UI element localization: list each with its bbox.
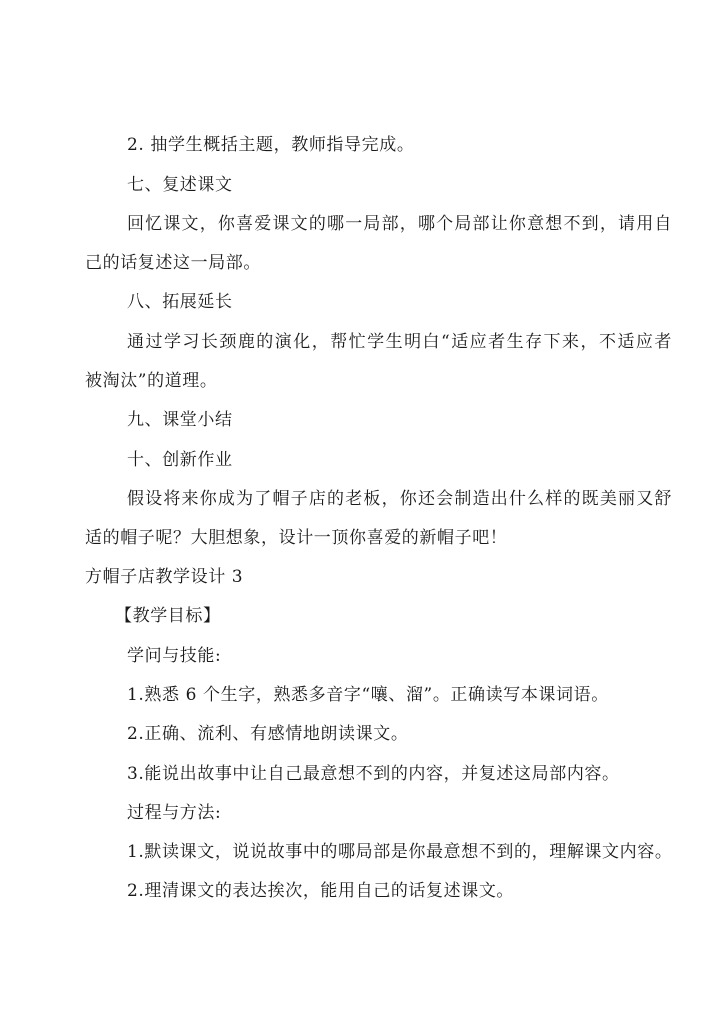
text-line-extend-1: 通过学习长颈鹿的演化，帮忙学生明白“适应者生存下来，不适应者 — [127, 332, 672, 352]
section-heading-summary: 九、课堂小结 — [127, 410, 233, 430]
subheading-process: 过程与方法: — [127, 803, 222, 823]
document-subtitle: 方帽子店教学设计 3 — [85, 567, 244, 587]
text-line-retell-2: 己的话复述这一局部。 — [85, 253, 261, 273]
text-line-homework-1: 假设将来你成为了帽子店的老板，你还会制造出什么样的既美丽又舒 — [127, 489, 672, 509]
text-line-retell-1: 回忆课文，你喜爱课文的哪一局部，哪个局部让你意想不到，请用自 — [127, 214, 672, 234]
goal-item-3: 3.能说出故事中让自己最意想不到的内容，并复述这局部内容。 — [127, 764, 620, 784]
process-item-2: 2.理清课文的表达挨次，能用自己的话复述课文。 — [127, 881, 515, 901]
section-heading-homework: 十、创新作业 — [127, 450, 233, 470]
text-line-homework-2: 适的帽子呢？大胆想象，设计一顶你喜爱的新帽子吧！ — [85, 528, 508, 548]
text-line-extend-2: 被淘汰”的道理。 — [85, 371, 218, 391]
section-heading-extend: 八、拓展延长 — [127, 292, 233, 312]
goal-item-1: 1.熟悉 6 个生字，熟悉多音字“嚷、溜”。正确读写本课词语。 — [127, 685, 609, 705]
subheading-knowledge: 学问与技能: — [127, 646, 222, 666]
section-heading-retell: 七、复述课文 — [127, 175, 233, 195]
text-line-step-2: 2. 抽学生概括主题，教师指导完成。 — [127, 135, 415, 155]
process-item-1: 1.默读课文，说说故事中的哪局部是你最意想不到的，理解课文内容。 — [127, 842, 673, 862]
goal-item-2: 2.正确、流利、有感情地朗读课文。 — [127, 724, 409, 744]
section-heading-goals: 【教学目标】 — [115, 606, 221, 626]
